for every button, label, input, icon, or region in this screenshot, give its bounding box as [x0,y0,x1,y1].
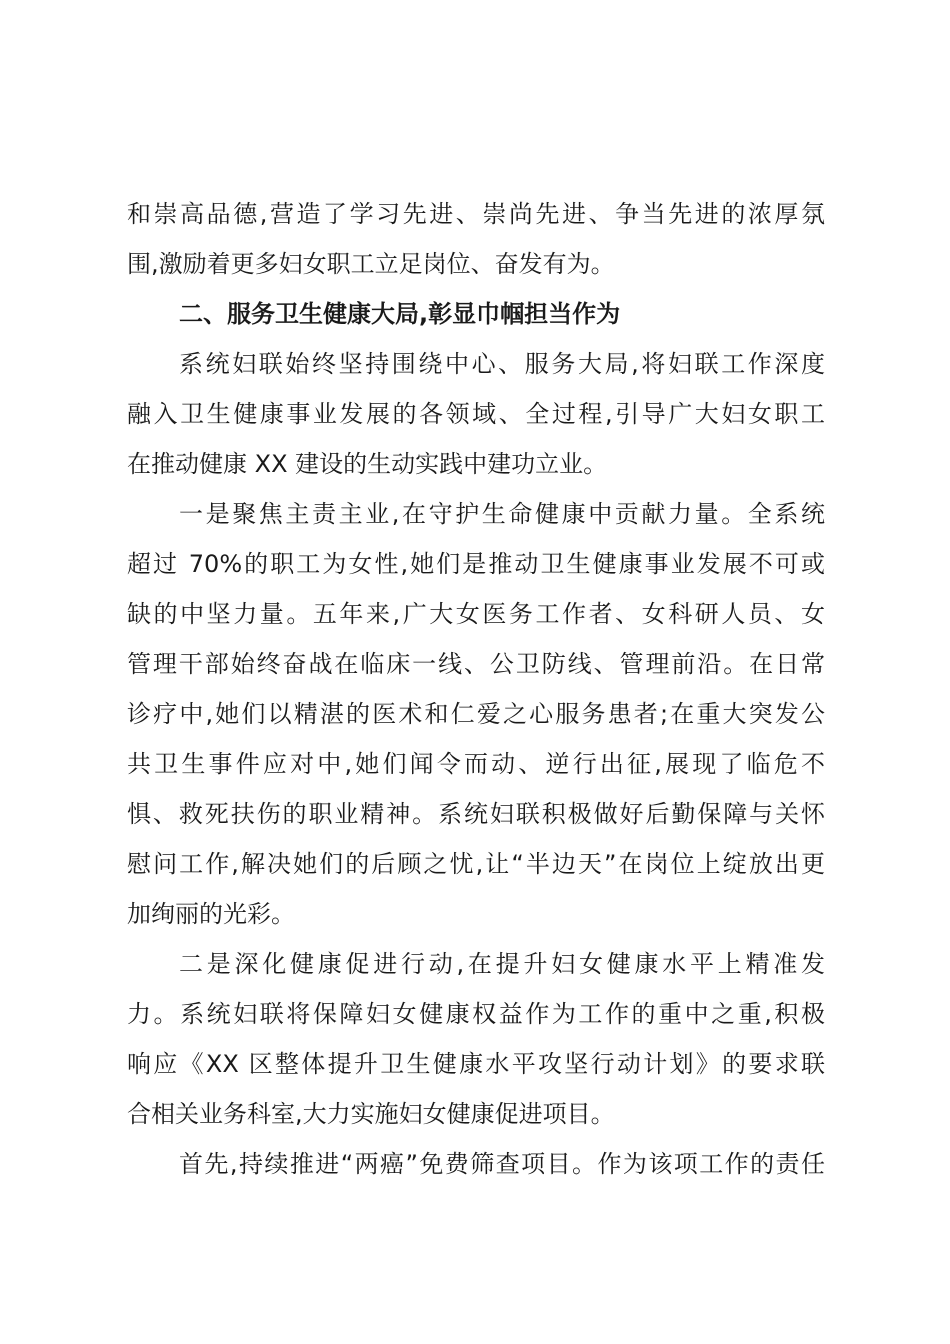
paragraph-1-line-2: 围,激励着更多妇女职工立足岗位、奋发有为。 [127,250,615,278]
section-heading: 二、服务卫生健康大局,彰显巾帼担当作为 [179,300,621,328]
paragraph-3-line-3: 缺的中坚力量。五年来,广大女医务工作者、女科研人员、女 [127,600,825,628]
paragraph-3-line-7: 惧、救死扶伤的职业精神。系统妇联积极做好后勤保障与关怀 [127,800,825,828]
paragraph-1-line-1: 和崇高品德,营造了学习先进、崇尚先进、争当先进的浓厚氛 [127,200,825,228]
paragraph-4-line-4: 合相关业务科室,大力实施妇女健康促进项目。 [127,1100,615,1128]
paragraph-2-line-1: 系统妇联始终坚持围绕中心、服务大局,将妇联工作深度 [179,350,825,378]
paragraph-4-line-3: 响应《XX 区整体提升卫生健康水平攻坚行动计划》的要求联 [127,1050,825,1078]
paragraph-4-line-1: 二是深化健康促进行动,在提升妇女健康水平上精准发 [179,950,825,978]
paragraph-3-line-1: 一是聚焦主责主业,在守护生命健康中贡献力量。全系统 [179,500,825,528]
paragraph-3-line-9: 加绚丽的光彩。 [127,900,295,928]
paragraph-3-line-5: 诊疗中,她们以精湛的医术和仁爱之心服务患者;在重大突发公 [127,700,825,728]
paragraph-3-line-6: 共卫生事件应对中,她们闻令而动、逆行出征,展现了临危不 [127,750,825,778]
paragraph-3-line-4: 管理干部始终奋战在临床一线、公卫防线、管理前沿。在日常 [127,650,825,678]
paragraph-5-line-1: 首先,持续推进“两癌”免费筛查项目。作为该项工作的责任 [179,1150,825,1178]
paragraph-3-line-2: 超过 70%的职工为女性,她们是推动卫生健康事业发展不可或 [127,550,825,578]
paragraph-2-line-2: 融入卫生健康事业发展的各领域、全过程,引导广大妇女职工 [127,400,825,428]
paragraph-4-line-2: 力。系统妇联将保障妇女健康权益作为工作的重中之重,积极 [127,1000,825,1028]
paragraph-3-line-8: 慰问工作,解决她们的后顾之忧,让“半边天”在岗位上绽放出更 [127,850,825,878]
paragraph-2-line-3: 在推动健康 XX 建设的生动实践中建功立业。 [127,450,608,478]
